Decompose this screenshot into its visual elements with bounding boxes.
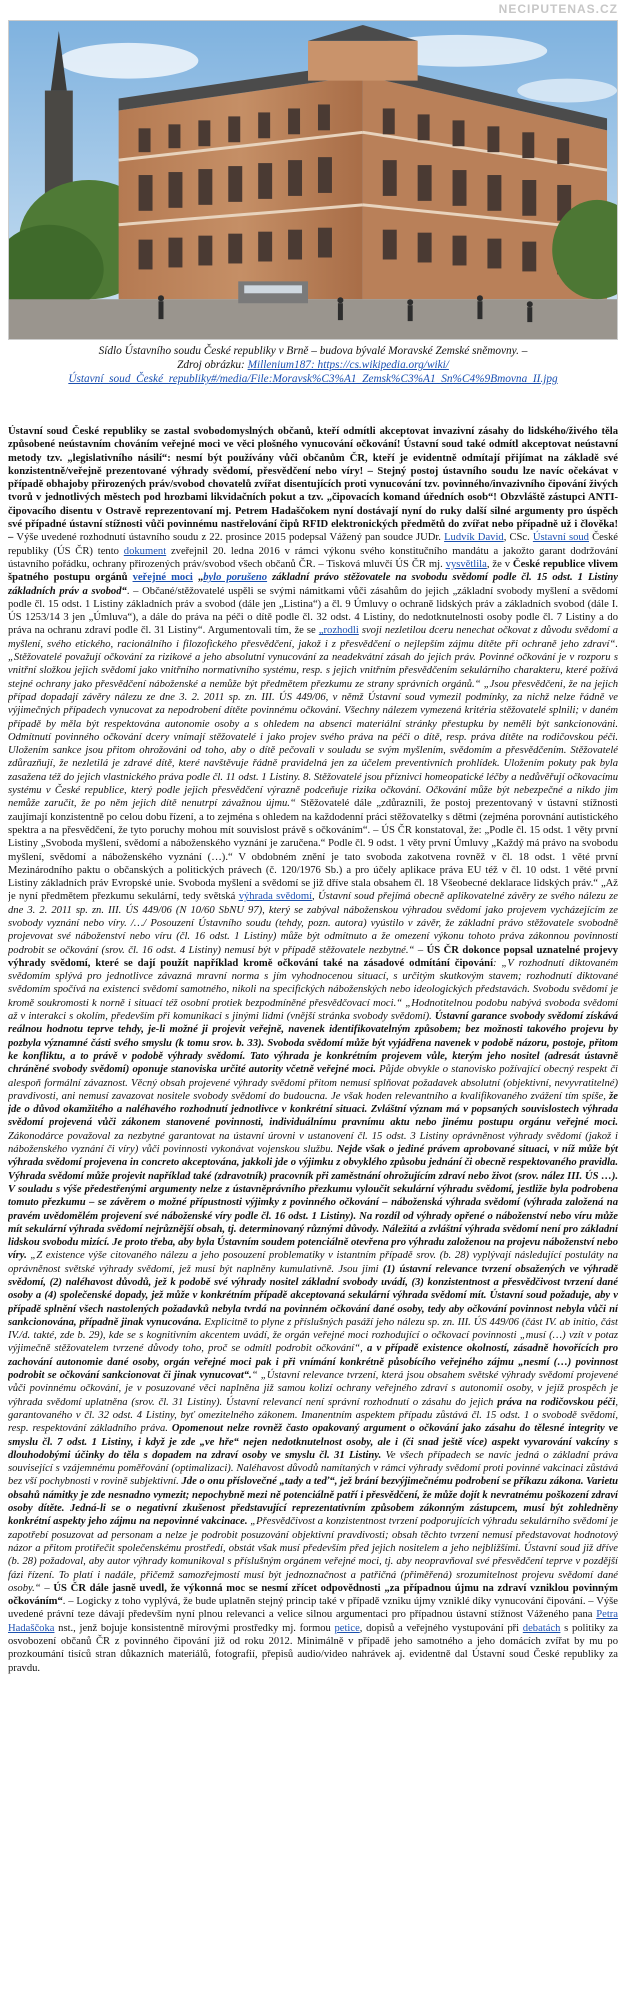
bold-text: „: [192, 572, 204, 584]
caption-source-prefix: Zdroj obrázku:: [177, 359, 248, 371]
quote-text: Zákonodárce považoval za nezbytné garantovat na ústavní úrovni v ustanovení čl. 15 odst. 3 Listiny oprávněnost výhrady svědomí (jakož i náboženského vyznání či víry) vůči povinnosti vykonávat vojenskou službu.: [8, 1130, 618, 1156]
bold-italic-text: Jde o onu příslovečné „tady a teď“, jež brání bezvýjimečnému podrobení se příkazu zákona. Varietu obsahů námitky je zde nesnadno vymezit; nepochybně mezi ně potenciálně patří i přesvědčení, že může dojít k nevratnému poškození zdraví osoby dítěte. Jedná-li se o negativní zkušenost představující reprezentativním způsobem zákonným zástupcem, musí být zohledněny konkrétní aspekty jeho zájmu na nepovinné vakcinace.: [8, 1476, 618, 1528]
text: , dopisů a veřejného vystupování při: [359, 1622, 523, 1634]
bold-italic-text: práva na rodičovskou péči: [497, 1396, 616, 1408]
figure-caption: [10, 344, 616, 386]
bold-italic-text: základní právo stěžovatele na svobodu svědomí podle čl. 15 odst. 1 Listiny základních práv a svobod“: [8, 572, 618, 597]
quote-text: , garantovaného v čl. 32 odst. 4 Listiny, byť omezitelného zákonem. Imanentním aspektem případu zůstává čl. 15 odst. 1 o svobodě svědomí, resp. respektování základního práva.: [8, 1396, 618, 1435]
bold-italic-text: Ústavní garance svobody svědomí získává reálnou hodnotu teprve tehdy, je-li možné ji projevit veřejně, navenek identifikovatelným způsobem; bez možnosti takového projevu by pozbyla významné části svého smyslu (k tomu srov. b. 33). Svoboda svědomí může být vyjádřena navenek v podobě názoru, postoje, přitom ke konfliktu, a to právě v podobě výhrady svědomí. Tato výhrada je konkrétním projevem vůle, kterým jeho nositel (adresát ústavně chráněné svobody svědomí) oponuje stanoviska určité autority včetně veřejné moci.: [8, 1011, 618, 1076]
quote-text: Ve všech případech se navíc jedná o základní práva související s vzájemnému poměřování (optimalizaci). Naléhavost důvodů namítaných v rámci výhrady svědomí proti povinné vakcinaci zůstává bez vší pochybnosti v rovině subjektivní.: [8, 1449, 618, 1488]
bold-italic-text: že jde o důvod okamžitého a naléhavého rozhodnutí jednotlivce v konkrétní situaci.: [8, 1090, 618, 1116]
link-hadascok[interactable]: Petra Hadaščoka: [8, 1609, 618, 1634]
bold-italic-text: a v případě existence okolností, zásadně hovořících pro zachování autonomie dané osoby, orgán veřejné moci pak i při vnímání konkrétně působícího veřejného zájmu „nesmí (…) povinnost podrobit se očkování sankcionovat či jinak vynucovat“.: [8, 1343, 618, 1382]
quote-text: svoji nezletilou dceru nenechat očkovat z důvodu svědomí a myšlení, svého etického, racionálního i filozofického přesvědčení, jakož i z přesvědčení o nejlepším zájmu dítěte při ochraně jeho zdraví“. „Stěžovatelé považují očkování za rizikové a jeho absolutní vynucování za neadekvátní zásah do jejich práv. Povinné očkování je v rozporu s vnitřní složkou jejich svědomí jako vnitřního normativního systému, resp. s jejich vnitřním přesvědčením sekulárního charakteru, které požívá stejné ochrany jako přesvědčení náboženské a nemůže být předmětem přezkumu ze strany správních orgánů.“ „Jsou přesvědčeni, že na jejich případ dopadají závěry nálezu ze dne 3. 2. 2011 sp. zn. III. ÚS 449/06, v němž Ústavní soud vymezil podmínky, za nichž nelze řádně ve výjimečných případech vynucovat za nepodrobení dítěte povinnému očkování. Všechny nálezem vymezená kritéria stěžovatelé splnili; v daném případě by měla být respektována autonomie osoby a s ohledem na absenci materiální stránky přestupku by neměli být sankcionováni. Odmítnutí povinného očkování dcery vnímají stěžovatelé i jako projev svého práva na péči o dítě, resp. práva dítěte na rodičovskou péči. Uložením sankce jsou přitom ohrožováni od toho, aby o dítě pečovali v souladu se svým myšlením, svědomím a přesvědčením. Stěžovatelé zdůrazňují, že nezletilá je zdravé dítě, které navštěvuje řádně pravidelná jen za účelem preventivních prohlídek. Uložením pokuty pak byla zasažena též do jejich vlastnického práva podle čl. 11 odst. 1 Listiny. 8. Stěžovatelé jsou příznivci homeopatické léčby a nedůvěřují očkovacímu systému v České republice, který podle jejich přesvědčení výrazně podceňuje rizika očkování. Očkování může být nebezpečné a nikdo jim nemůže zaručit, že po něm jejich dítě nenutrpí závažnou újmu.“: [8, 625, 618, 810]
article-body: [8, 425, 618, 1995]
link-document[interactable]: dokument: [123, 545, 167, 557]
text: Výše uvedené rozhodnutí ústavního soudu z 22. prosince 2015 podepsal Vážený pan soudce JUDr.: [16, 532, 445, 544]
caption-line-1: Sídlo Ústavního soudu České republiky v Brně – budova bývalé Moravské Zemské sněmovny. –: [98, 345, 528, 357]
quote-text: „Přesvědčivost a konzistentnost tvrzení podporujících výhradu sekulárního svědomí je zapotřebí posuzovat ad personam a nelze je podrobit posuzování objektivní pravdivosti; obsah těchto tvrzení nemusí představovat hodnotový názor a přitom protiřečit společenskému prostředí, obstát však musí především před jejich nositelem a jeho nejbližšími. Ústavní soud již dříve (b. 28) požadoval, aby autor výhrady komunikoval s příslušným orgánem veřejné moci, tj. aby neopravňoval své přesvědčení teprve v pozdější fázi řízení. To platí i nadále, přičemž samozřejmostí musí být jednoznačnost a patřičná (přiměřená) srozumitelnost projevu svědomí dané osoby.“ –: [8, 1516, 618, 1594]
link-explained[interactable]: vysvětlila: [445, 558, 487, 570]
lead-text: Ústavní soud České republiky se zastal svobodomyslných občanů, kteří odmítli akceptovat invazivní zásahy do lidského/živého těla způsobené neústavním chováním veřejné moci ve věci plošného vynucování očkování! Ústavní soud také odmítl akceptovat neústavní metody tzv. „legislativního násilí“: nesmí být používány vůči občanům ČR, kteří je evidentně odmítají přijímat na základě své konzistentně/veřejně prezentované výhrady svědomí, přesvědčení nebo víry! – Stejný postoj ústavního soudu lze navíc očekávat v případě obhajoby přirozených práv/svobod chovatelů zvířat disentujících proti vynucování tzv. povinného/invazivního čipování živých tvorů v jednotlivých městech pod hrozbami likvidačních pokut a tzv. „čipovacích komand úředních osob“! Obzvláště zástupci ANTI-čipovacího disentu v Ostravě reprezentovaní mj. Petrem Hadaščokem nyní dostávají nyní do ruky další silné argumenty pro úspěch své případné ústavní stížnosti vůči povinnému nastřelování čipů RFID elektronických předmětů do zvířat nebo případně už i člověka! –: [8, 426, 618, 544]
bold-italic-text: Zvláštní význam má v popsaných souvislostech výhrada svědomí projevená vůči zákonem stanovené povinnosti, individuálnímu pravnímu aktu nebo jinému postupu orgánu veřejné moci.: [8, 1104, 618, 1129]
link-petition[interactable]: petice: [334, 1622, 360, 1634]
text: , že v: [486, 558, 513, 570]
bold-italic-text: Nejde však o jediné právem aprobované situaci, v níž může být výhrada svědomí projevena in concreto akceptována, jakkoli jde o výjimku z obvyklého způsobu jednání či obecně respektovaného pravidla. Výhrada svědomí může projevit například také (zdravotník) pracovník při zaměstnání ohrožujícím zdraví nebo život (srov. nález III. ÚS …). V souladu s výše předestřenými argumenty nelze z ústavněprávního přezkumu vyloučit sekulární výhradu svědomí, jestliže byla podrobena tomuto přezkumu – se závěrem o možné přípustnosti výjimky z povinného očkování – náboženská výhrada svědomí (výhrada založená na pravém uvědomělém projevení své náboženské víry podle čl. 16 odst. 1 Listiny). Na rozdíl od výhrady opřené o náboženství nebo víru může mít sekulární výhrada svědomí nejrůznější obsah, tj. determinovaný různými důvody. Náležitá a zvláštní výhrada svědomí není pro základní lidskou svobodu mizící. Je proto třeba, aby byla Ústavním soudem potenciálně otevřena pro výhradu založenou na projevu náboženství nebo víry.: [8, 1144, 618, 1262]
text: zveřejnil 20. ledna 2016 v rámci výkonu svého konstitučního mandátu a jakožto garant dodržování ústavního pořádku, ochrany přirozených práv/svobod všech občanů ČR. – Tisková mluvčí ÚS ČR mj.: [8, 545, 618, 570]
text: Stěžovatelé dále „zdůraznili, že postoj prezentovaný v ústavní stížnosti zaujímají konzistentně po celou dobu řízení, a to zejména s ohledem na každodenní práci stěžovatelky s dětmi (zejména porovnání autistického spektra a na přesvědčení, že tyto poruchy mohou mít souvislost právě s očkováním“. – ÚS ČR konstatoval, že: „Podle čl. 15 odst. 1 věty první Listiny „Svoboda myšlení, svědomí a náboženského vyznání je zaručena.“ Podle čl. 9 odst. 1 věty první Úmluvy „Každý má právo na svobodu myšlení, svědomí a náboženského vyznání (…).“ V obdobném znění je tato svoboda zakotvena rovněž v čl. 18 odst. 1 věté první Mezinárodního paktu o občanských a politických právech (č. 120/1976 Sb.) a pro účely aplikace práva EU též v čl. 10 odst. 1 věté první Listiny základních práv Evropské unie. Svoboda myšlení a svědomí se již dříve stala obsahem čl. 18 Všeobecné deklarace lidských práv.“ „Až je nyní předmětem přezkumu sekulární, tedy světská: [8, 798, 618, 903]
text: . Argumentovali tím, že se: [202, 625, 319, 637]
link-reservation[interactable]: výhrada svědomí: [238, 891, 313, 903]
text: . – Logicky z toho vyplývá, že bude uplatněn stejný princip také v případě vzniku újmy vzniklé díky vynucování čipování. – Výše uvedené právní teze dávají především nyní plnou relevanci a velice silnou argumentaci pro případnou ústavní stížnost Váženého pana: [8, 1596, 618, 1621]
bold-italic-text: (1) ústavní relevance tvrzení obsažených ve výhradě svědomí, (2) naléhavost důvodů, jež k podobě své výhrady nositel základní svobody uvádí, (3) konzistentnost a přesvědčivost tvrzení dané osoby a (4) společenské dopady, jež může v konkrétním případě akceptovaná sekulární výhrada svědomí mít. Ústavní soud požaduje, aby v případě splnění všech nastolených požadavků nebyla tvrdá na povinném očkování dané osoby, tedy aby očkování povinnost nebyla vůči ní sankcionována, případně jinak vynucována.: [8, 1263, 618, 1328]
quote-text: „Z existence výše citovaného nálezu a jeho posouzení problematiky v istantním případě srov. (b. 28) vyplývají následující postuláty na oprávněnost světské výhrady svědomí, jež musí být naplněny kumulativně. Jsou jimi: [8, 1250, 618, 1275]
text: , CSc.: [503, 532, 533, 544]
link-public-power[interactable]: veřejné moci: [132, 572, 193, 584]
court-building-illustration: [9, 21, 617, 339]
text: s politiky za osvobození občanů ČR z povinného čipování již od roku 2012. Minimálně v případě jeho samotného a jeho domácích zvířat by mu po prozkoumání tisíců stran důkazních materiálů, fotografií, přepisů audio/video nahrávek aj. evidentně dal Ústavní soud České republiky za pravdu.: [8, 1622, 618, 1674]
bold-text: ÚS ČR dále jasně uvedl, že výkonná moc se nesmí zřícet odpovědnosti „za případnou újmu na zdraví vzniklou povinným očkováním“: [8, 1582, 618, 1608]
quote-text: : „V rozhodnutí diktovaném svědomím splývá pro jednotlivce závazná mravní norma s jím vyhodnocenou situací, s určitým skutkovým stavem; rozhodnutí diktované svědomím spočívá na existenci svědomí samotného, nikoli na specifických náboženských nebo ideologických představách. Svobodu svědomí je kromě soukromosti k norně i situací též osobní protiek bezpodmíněné přesvědčovací moci.“ „Hodnotitelnou podobu nabývá svoboda svědomí až v interakci s okolím, především při komunikaci s jinými lidmi (vnější stránka svobody svědomí).: [8, 957, 618, 1023]
link-decision[interactable]: „rozhodli: [318, 625, 359, 637]
link-judge[interactable]: Ludvík David: [444, 532, 504, 544]
quote-text: “ „Ústavní relevance tvrzení, která jsou obsahem světské výhrady svědomí projevené vůči povinnému očkování, je v posuzované věci naplněna již samou kolizí ochrany veřejného zdraví s autonomií osoby, v jejíž prospěch je výhrada svědomí uplatněna (srov. čl. 31 Listiny). Ústavní relevancí není správní rozhodnutí o zásahu do jejich: [8, 1370, 618, 1408]
site-logo[interactable]: NECIPUTENAS.CZ: [498, 2, 618, 16]
text: nst., jenž bojuje konsistentně mírovými prostředky mj. formou: [54, 1622, 335, 1634]
link-violated[interactable]: bylo porušeno: [203, 572, 268, 584]
bold-text: České republice vlivem špatného postupu orgánů: [8, 558, 618, 584]
text: . – Občané/stěžovatelé uspěli se svými námitkami vůči zásahům do jejich „základní svobody myšlení a svědomí podle čl. 15 odst. 1 Listiny základních práv a svobod (dále jen „Listina“) a čl. 9 Úmluvy o ochraně lidských práv a základních svobod (dále I. ÚS 1253/14 3 jen „Úmluva“), a dále do práva na péči o dítě podle čl. 32 odst. 4 Listiny, do nedotknutelnosti osoby podle čl. 7 Listiny a do práva na ochranu zdraví podle čl. 31 Listiny“: [8, 585, 618, 637]
article-paragraph: [8, 425, 618, 1675]
quote-text: Půjde obvykle o stanovisko požívající obecný respekt či alespoň formální závaznost. Věcný obsah projevené výhrady svědomí přitom nemusí splňovat požadavek absolutní (objektivní, nevyvratitelné) pravdivosti, ani nemusí zavazovat nositele svobody svědomí do budoucna. Je však hoden relevantního a kvalifikovaného zvážení tím spíše,: [8, 1064, 618, 1102]
link-court[interactable]: Ústavní soud: [532, 532, 589, 544]
court-building-photo: [8, 20, 618, 340]
quote-text: Explicitně to plyne z příslušných pasáží jeho nálezu sp. zn. III. ÚS 449/06 (část IV. ab initio, část IV./d. takté, zde b. 29), kde se s kognitivním akcentem uvádí, že orgán veřejné moci rozhodující o očkovací povinnosti „musí (…) vzít v potaz výjimečně stěžovatelem tvrzené důvody toho, proč se odmítl podrobit očkování“,: [8, 1316, 618, 1355]
link-debates[interactable]: debatách: [522, 1622, 561, 1634]
quote-text: , Ústavní soud přejímá obecně aplikovatelné závěry ze svého nálezu ze dne 3. 2. 2011 sp. zn. III. ÚS 449/06 (N 10/60 SbNU 97), který se zabýval náboženskou výhradou svědomí jako projevem vycházejícím ze svobody vyznání nebo víry. /…/ Posouzení Ústavního soudu (tehdy, pozn. autora) vyústilo v závěr, že základní právo stěžovatele svobodně projevovat své náboženství nebo víru (čl. 16 odst. 1 Listiny) může být odmítnuto a že omezení výkonu tohoto práva zákonnou povinností podrobit se očkování (srov. čl. 16 odst. 4 Listiny) nemusí být v případě stěžovatele nezbytné.“ –: [8, 891, 618, 956]
bold-italic-text: Opomenout nelze rovněž často opakovaný argument o očkování jako zásahu do tělesné integrity ve smyslu čl. 7 odst. 1 Listiny, i když je zde „ve hře“ nejen nedotknutelnost osoby, ale i (či snad ještě více) aspekt vyvarování vakcíny s dlouhodobými účinky do těla s dopadem na zdraví osoby ve smyslu čl. 31 Listiny.: [8, 1423, 618, 1461]
bold-text: ÚS ČR dokonce popsal uznatelné projevy výhrady svědomí, které se dají použít například kromě očkování také na zásadové odmítání čipování: [8, 944, 618, 969]
text: České republiky (ÚS ČR) tento: [8, 532, 618, 557]
source-link[interactable]: Millenium187: https://cs.wikipedia.org/wiki/Ústavní_soud_České_republiky#/media/File:Moravsk%C3%A1_Zemsk%C3%A1_Sn%C4%9Bmovna_II.jpg: [68, 359, 558, 385]
